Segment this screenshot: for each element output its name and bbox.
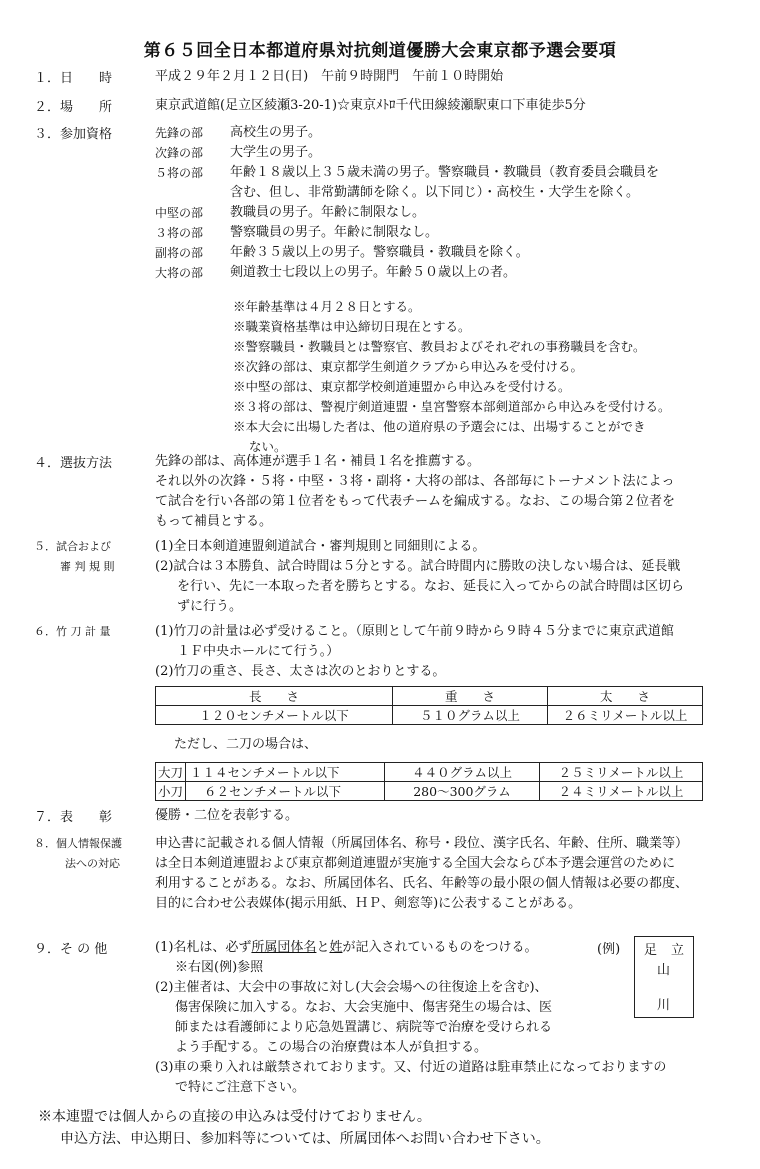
eligibility-row: 次鋒の部 大学生の男子。: [155, 145, 322, 160]
section-label: ７．表 彰: [34, 810, 113, 825]
note-line: ※警察職員・教職員とは警察官、教員およびそれぞれの事務職員を含む。: [233, 339, 646, 354]
eligibility-row: 中堅の部 教職員の男子。年齢に制限なし。: [155, 205, 426, 220]
table-header: 太 さ: [548, 687, 703, 706]
text-line: は全日本剣道連盟および東京都剣道連盟が実施する全国大会ならび本予選会運営のために: [155, 856, 676, 871]
eligibility-row: 含む、但し、非常勤講師を除く。以下同じ）・高校生・大学生を除く。: [230, 185, 639, 200]
text-line: もって補員とする。: [155, 514, 273, 529]
table-header-row: [156, 687, 703, 706]
nito-spec-table: [155, 762, 703, 801]
section-label: ２．場 所: [34, 100, 113, 115]
note-line: ※職業資格基準は申込締切日現在とする。: [233, 319, 471, 334]
text-line: それ以外の次鋒・５将・中堅・３将・副将・大将の部は、各部毎にトーナメント法によっ: [155, 474, 675, 489]
section-text: 東京武道館(足立区綾瀬3-20-1)☆東京ﾒﾄﾛ千代田線綾瀬駅東口下車徒歩5分: [155, 98, 586, 113]
section-label-2: 審 判 規 則: [60, 560, 115, 573]
table-cell: ６２センチメートル以下: [186, 782, 385, 801]
note-line: ※次鋒の部は、東京都学生剣道クラブから申込みを受付ける。: [233, 359, 584, 374]
section-label: ９．そ の 他: [34, 942, 108, 957]
table-row: [156, 782, 703, 801]
section-venue: [34, 96, 734, 116]
text-line: (2)竹刀の重さ、長さ、太さは次のとおりとする。: [155, 664, 446, 679]
table-cell: 大刀: [156, 763, 186, 782]
text-line: (1)名札は、必ず所属団体名と姓が記入されているものをつける。: [155, 940, 538, 955]
text-line: 師または看護師により応急処置講じ、病院等で治療を受けられる: [175, 1020, 553, 1035]
table-cell: ２６ミリメートル以上: [548, 706, 703, 725]
table-cell: ２４ミリメートル以上: [540, 782, 703, 801]
section-label: ４．選抜方法: [34, 456, 113, 471]
note-line: ※中堅の部は、東京都学校剣道連盟から申込みを受付ける。: [233, 379, 571, 394]
text-line: (1)竹刀の計量は必ず受けること。（原則として午前９時から９時４５分までに東京武道館: [155, 624, 674, 639]
shinai-spec-table: [155, 686, 703, 725]
text-line: (3)車の乗り入れは厳禁されております。又、付近の道路は駐車禁止になっておりますの: [155, 1060, 667, 1075]
text-line: ※右図(例)参照: [175, 960, 264, 975]
table-cell: ５１０グラム以上: [393, 706, 548, 725]
text-line: 目的に合わせ公表媒体(掲示用紙、ＨＰ、剣窓等)に公表することがある。: [155, 896, 582, 911]
table-header: 長 さ: [156, 687, 393, 706]
table-cell: １２０センチメートル以下: [156, 706, 393, 725]
table-cell: １１４センチメートル以下: [186, 763, 385, 782]
section-text: 平成２９年２月１２日(日) 午前９時開門 午前１０時開始: [155, 69, 504, 84]
note-line: ※本大会に出場した者は、他の道府県の予選会には、出場することができ: [233, 419, 646, 434]
section-label: ５．試合および: [34, 540, 111, 553]
section-label: ８．個人情報保護: [34, 837, 122, 850]
text-line: 申込書に記載される個人情報（所属団体名、称号・段位、漢字氏名、年齢、住所、職業等）: [155, 836, 689, 851]
text-line: (2)試合は３本勝負、試合時間は５分とする。試合時間内に勝敗の決しない場合は、延長戦: [155, 559, 681, 574]
text-line: で特にご注意下さい。: [175, 1080, 306, 1095]
note-line: ない。: [249, 439, 287, 454]
eligibility-notes: [233, 297, 735, 457]
table-cell: 小刀: [156, 782, 186, 801]
section-label: ３．参加資格: [34, 127, 113, 142]
eligibility-row: ３将の部 警察職員の男子。年齢に制限なし。: [155, 225, 439, 240]
section-label: ６．竹 刀 計 量: [34, 625, 111, 638]
eligibility-row: 副将の部 年齢３５歳以上の男子。警察職員・教職員を除く。: [155, 245, 529, 260]
eligibility-row: ５将の部 年齢１８歳以上３５歳未満の男子。警察職員・教職員（教育委員会職員を: [155, 165, 660, 180]
section-label-2: 法への対応: [65, 857, 120, 870]
section-text: 優勝・二位を表彰する。: [155, 808, 299, 823]
text-line: (1)全日本剣道連盟剣道試合・審判規則と同細則による。: [155, 539, 486, 554]
example-char: 山: [657, 963, 671, 978]
note-line: ※年齢基準は４月２８日とする。: [233, 299, 421, 314]
section-date: [34, 67, 734, 87]
section-label: １．日 時: [34, 71, 113, 86]
eligibility-row: 先鋒の部 高校生の男子。: [155, 125, 322, 140]
table-row: [156, 763, 703, 782]
text-line: よう手配する。この場合の治療費は本人が負担する。: [175, 1040, 488, 1055]
text-line: て試合を行い各部の第１位者をもって代表チームを編成する。なお、この場合第２位者を: [155, 494, 676, 509]
nito-note: ただし、二刀の場合は、: [174, 737, 318, 752]
example-char: 足: [644, 943, 658, 958]
table-cell: 280～300グラム: [385, 782, 540, 801]
footer-note-2: 申込方法、申込期日、参加料等については、所属団体へお問い合わせ下さい。: [60, 1131, 550, 1147]
eligibility-row: 大将の部 剣道教士七段以上の男子。年齢５０歳以上の者。: [155, 265, 517, 280]
note-line: ※３将の部は、警視庁剣道連盟・皇宮警察本部剣道部から申込みを受付ける。: [233, 399, 671, 414]
table-row: [156, 706, 703, 725]
text-line: (2)主催者は、大会中の事故に対し(大会会場への往復途上を含む)、: [155, 980, 548, 995]
underlined-text: 姓: [329, 940, 343, 955]
section-awards: [34, 806, 734, 826]
footer-note-1: ※本連盟では個人からの直接の申込みは受付けておりません。: [38, 1109, 431, 1125]
underlined-text: 所属団体名: [251, 940, 317, 955]
text-line: を行い、先に一本取った者を勝ちとする。なお、延長に入ってからの試合時間は区切ら: [177, 579, 685, 594]
text-line: 利用することがある。なお、所属団体名、氏名、年齢等の最小限の個人情報は必要の都度、: [155, 876, 689, 891]
name-tag-example: [634, 936, 694, 1018]
text-line: 先鋒の部は、高体連が選手１名・補員１名を推薦する。: [155, 454, 481, 469]
text-line: ずに行う。: [177, 599, 243, 614]
table-cell: ４４０グラム以上: [385, 763, 540, 782]
table-header: 重 さ: [393, 687, 548, 706]
text-line: 傷害保険に加入する。なお、大会実施中、傷害発生の場合は、医: [175, 1000, 553, 1015]
example-char: 川: [657, 998, 671, 1013]
text-line: １Ｆ中央ホールにて行う。）: [177, 644, 340, 659]
document-title: 第６５回全日本都道府県対抗剣道優勝大会東京都予選会要項: [143, 41, 617, 61]
example-char: 立: [671, 943, 685, 958]
example-label: (例): [597, 942, 621, 957]
table-cell: ２５ミリメートル以上: [540, 763, 703, 782]
